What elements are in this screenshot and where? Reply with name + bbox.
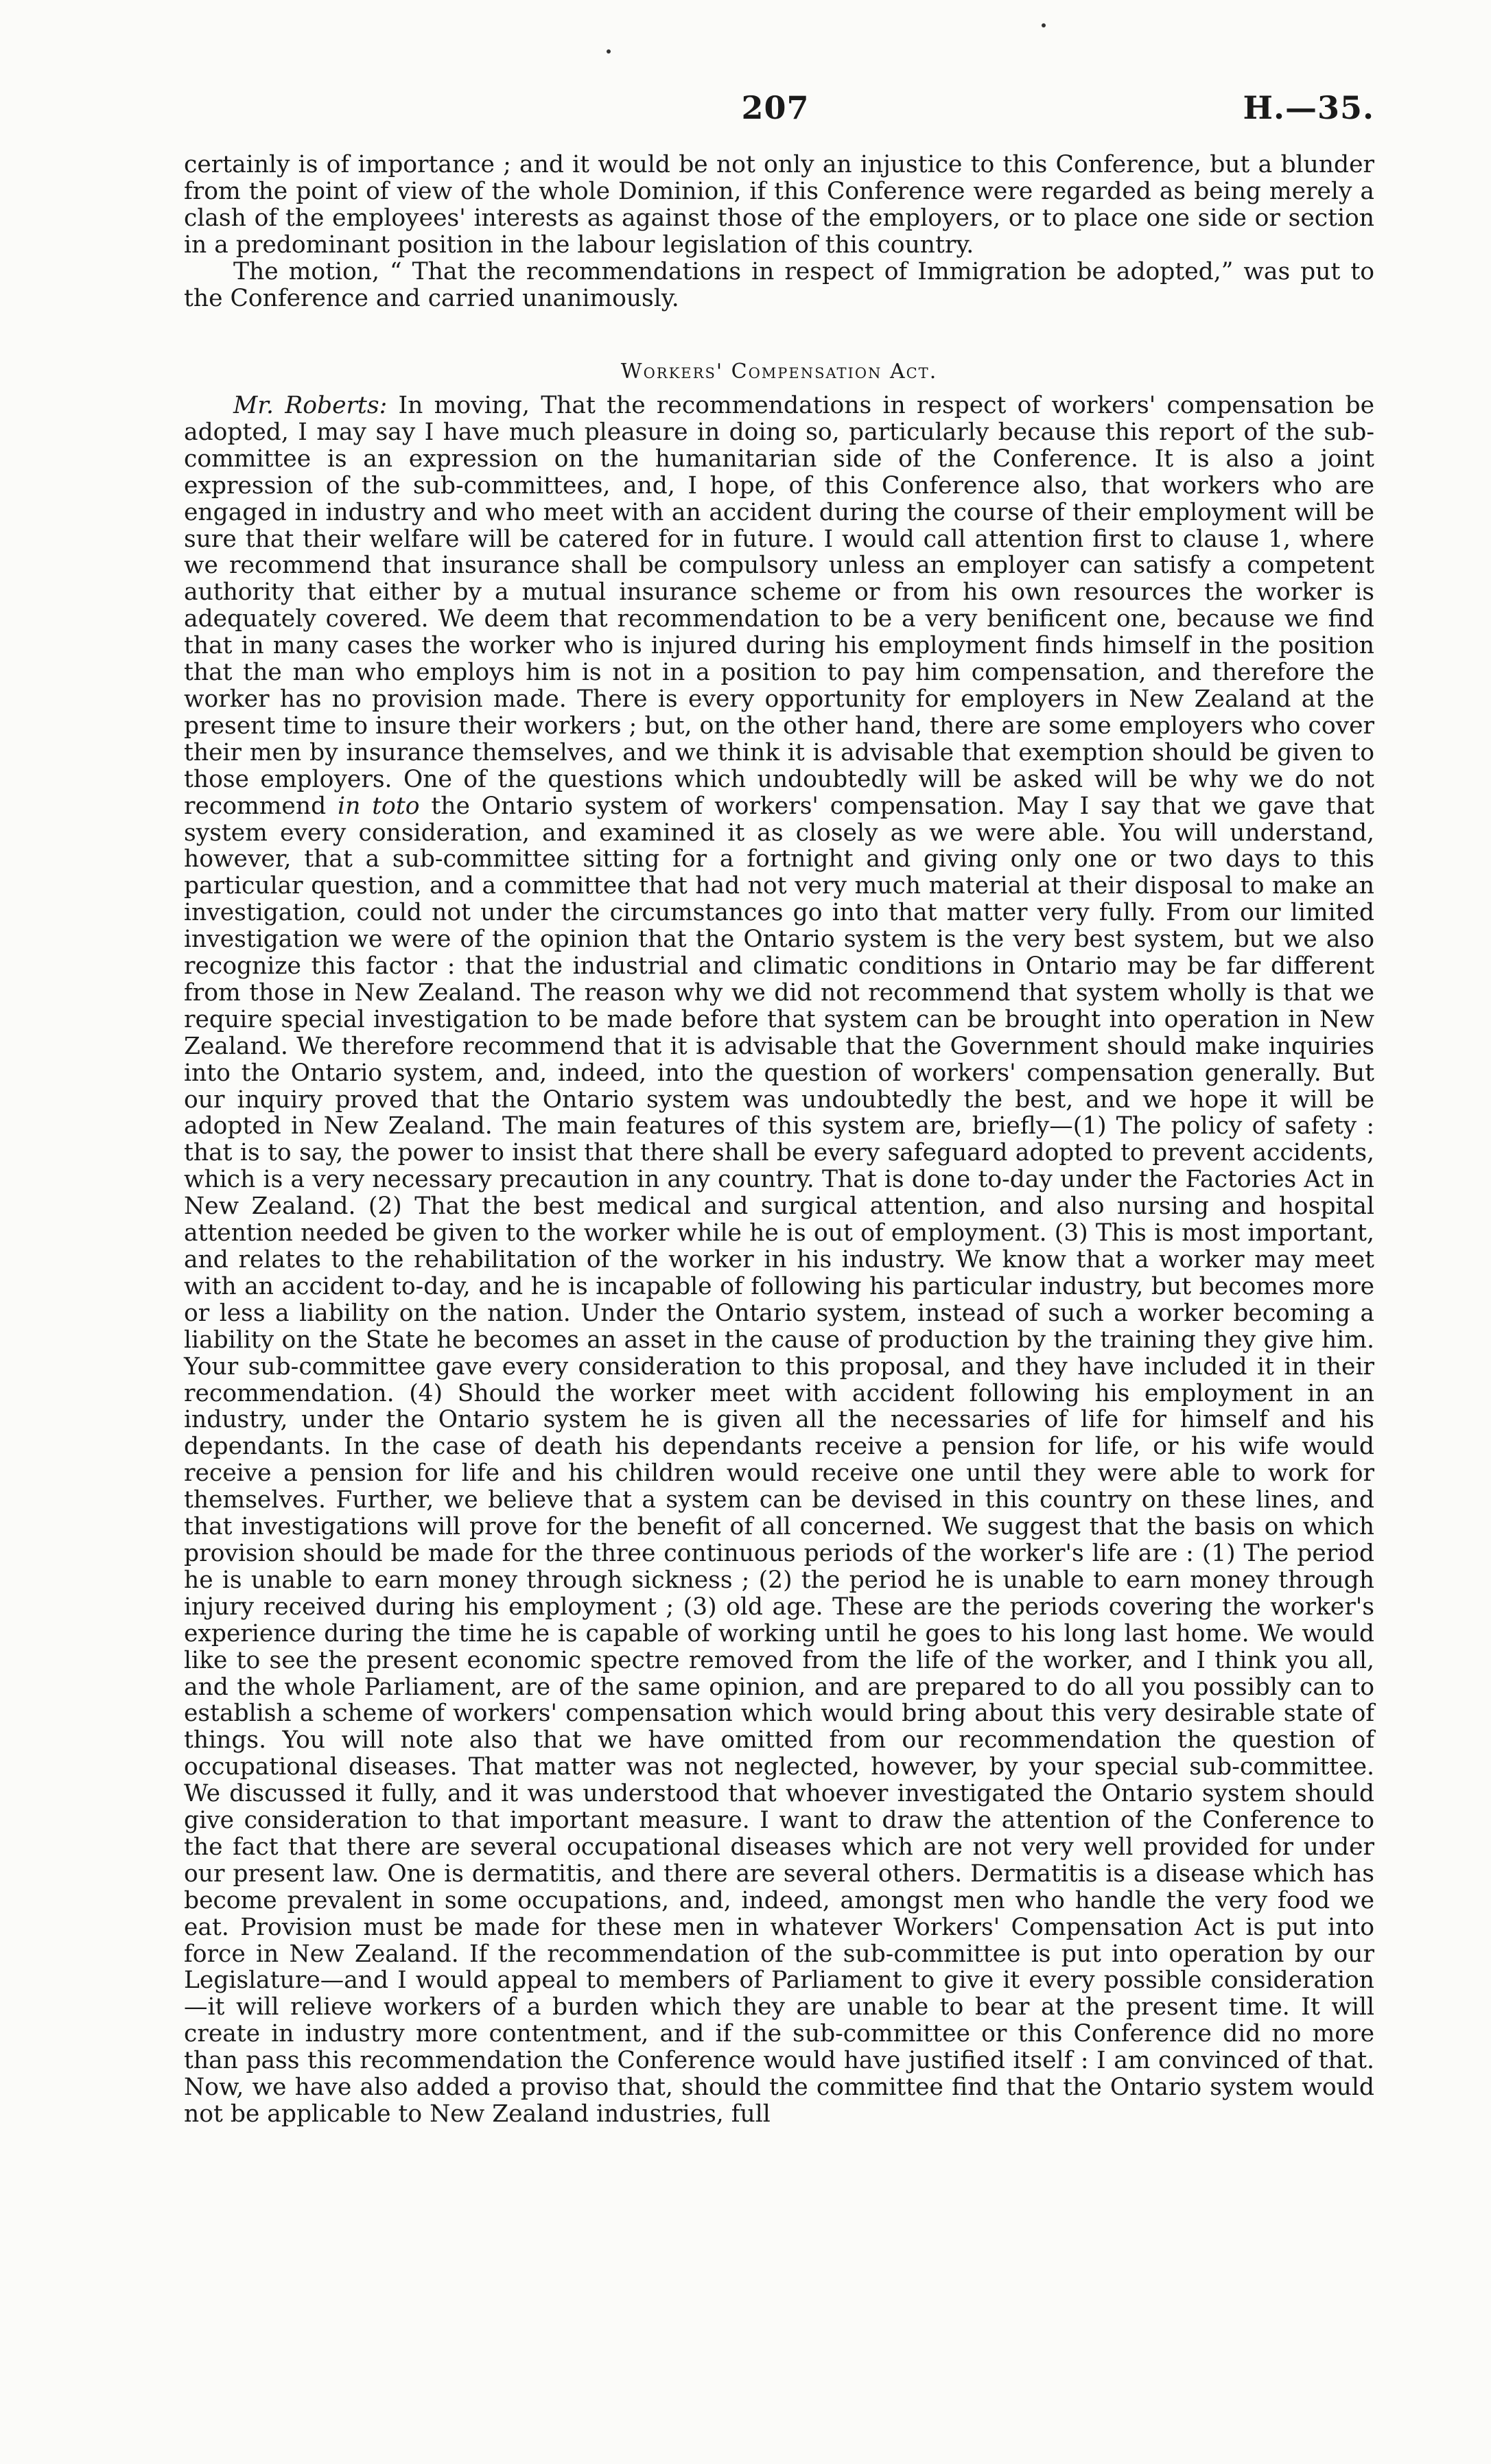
motion-paragraph: The motion, “ That the recommendations in respect of Immigration be adopted,” was put to the Conference and carried unanimously. — [184, 257, 1374, 312]
speaker-colon: : — [379, 392, 388, 419]
speech-text-continued: the Ontario system of workers' compensation. May I say that we gave that system every consideration, and examined it as closely as we were able. You will understand, however, that a sub-committee sitting for a fortnight and giving only one or two days to this particular question, and a committee that had not very much material at their disposal to make an investigation, could not under the circumstances go into that matter very fully. From our limited investigation we were of the opinion that the Ontario system is the very best system, but we also recognize this factor : that the industrial and climatic conditions in Ontario may be far different from those in New Zealand. The reason why we did not recommend that system wholly is that we require special investigation to be made before that system can be brought into operation in New Zealand. We therefore recommend that it is advisable that the Government should make inquiries into the Ontario system, and, indeed, into the question of workers' compensation generally. But our inquiry proved that the Ontario system was undoubtedly the best, and we hope it will be adopted in New Zealand. The main features of this system are, briefly—(1) The policy of safety : that is to say, the power to insist that there shall be every safeguard adopted to prevent accidents, which is a very necessary precaution in any country. That is done to-day under the Factories Act in New Zealand. (2) That the best medical and surgical attention, and also nursing and hospital attention needed be given to the worker while he is out of employment. (3) This is most important, and relates to the rehabilitation of the worker in his industry. We know that a worker may meet with an accident to-day, and he is incapable of following his particular industry, but becomes more or less a liability on the nation. Under the Ontario system, instead of such a worker becoming a liability on the State he becomes an asset in the cause of production by the training they give him. Your sub-committee gave every consideration to this proposal, and they have included it in their recommendation. (4) Should the worker meet with accident following his employment in an industry, under the Ontario system he is given all the necessaries of life for himself and his dependants. In the case of death his dependants receive a pension for life, or his wife would receive a pension for life and his children would receive one until they were able to work for themselves. Further, we believe that a system can be devised in this country on these lines, and that investigations will prove for the benefit of all concerned. We suggest that the basis on which provision should be made for the three continuous periods of the worker's life are : (1) The period he is unable to earn money through sickness ; (2) the period he is unable to earn money through injury received during his employment ; (3) old age. These are the periods covering the worker's experience during the time he is capable of working until he goes to his long last home. We would like to see the present economic spectre removed from the life of the worker, and I think you all, and the whole Parliament, are of the same opinion, and are prepared to do all you possibly can to establish a scheme of workers' compensation which would bring about this very desirable state of things. You will note also that we have omitted from our recommendation the question of occupational diseases. That matter was not neglected, however, by your special sub-committee. We discussed it fully, and it was understood that whoever investigated the Ontario system should give consideration to that important measure. I want to draw the attention of the Conference to the fact that there are several occupational diseases which are not very well provided for under our present law. One is dermatitis, and there are several others. Dermatitis is a disease which has become prevalent in some occupations, and, indeed, amongst men who handle the very food we eat. Provision must be made for these men in whatever Workers' Compensation Act is put into force in New Zealand. If the recommendation of the sub-committee is put into operation by our Legislature—and I would appeal to members of Parliament to give it every possible consideration—it will relieve workers of a burden which they are unable to bear at the present time. It will create in industry more contentment, and if the sub-committee or this Conference did no more than pass this recommendation the Conference would have justified itself : I am convinced of that. Now, we have also added a proviso that, should the committee find that the Ontario system would not be applicable to New Zealand industries, full — [184, 792, 1374, 2128]
document-reference: H.—35. — [1243, 89, 1374, 126]
continued-paragraph: certainly is of importance ; and it would be not only an injustice to this Conference, but a blunder from the point of view of the whole Dominion, if this Conference were regarded as being merely a clash of the employees' interests as against those of the employers, or to place one side or section in a predominant position in the labour legislation of this country. — [184, 151, 1374, 259]
page-number: 207 — [741, 89, 810, 126]
speaker-name: Mr. Roberts — [233, 392, 379, 419]
speech-text: In moving, That the recommendations in respect of workers' compensation be adopted, I may say I have much pleasure in doing so, particularly because this report of the sub-committee is an expression on the humanitarian side of the Conference. It is also a joint expression of the sub-committees, and, I hope, of this Conference also, that workers who are engaged in industry and who meet with an accident during the course of their employment will be sure that their welfare will be catered for in future. I would call attention first to clause 1, where we recommend that insurance shall be compulsory unless an employer can satisfy a competent authority that either by a mutual insurance scheme or from his own resources the worker is adequately covered. We deem that recommendation to be a very benificent one, because we find that in many cases the worker who is injured during his employment finds himself in the position that the man who employs him is not in a position to pay him compensation, and therefore the worker has no provision made. There is every opportunity for employers in New Zealand at the present time to insure their workers ; but, on the other hand, there are some employers who cover their men by insurance themselves, and we think it is advisable that exemption should be given to those employers. One of the questions which undoubtedly will be asked will be why we do not recommend — [184, 392, 1374, 820]
print-speck — [1042, 23, 1046, 27]
speech-paragraph — [184, 392, 1374, 2128]
opening-text-block — [184, 152, 1374, 312]
print-speck — [607, 49, 611, 54]
italic-phrase: in toto — [338, 792, 420, 820]
section-heading: Workers' Compensation Act. — [620, 360, 938, 384]
speech-text-block — [184, 392, 1374, 2128]
